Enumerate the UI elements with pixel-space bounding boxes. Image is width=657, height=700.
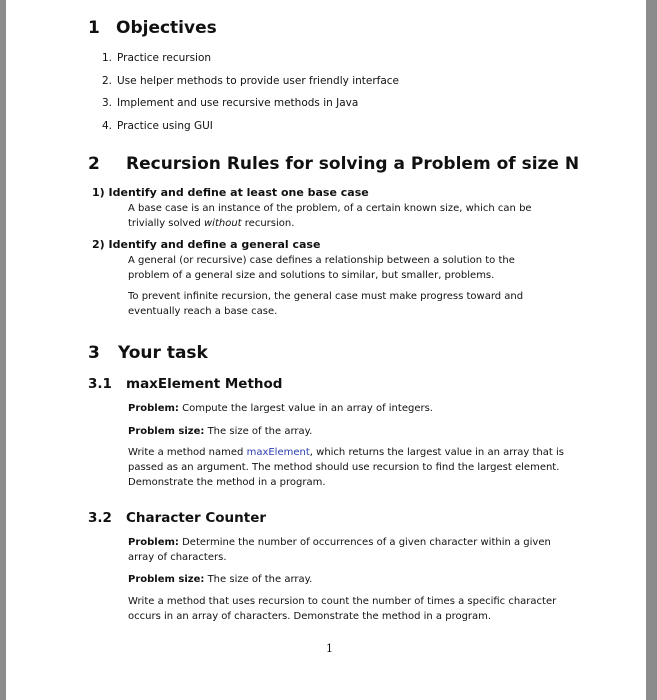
subsection-3-1-problem-size: Problem size: The size of the array. xyxy=(128,426,313,437)
section-2-heading xyxy=(88,154,579,174)
section-number: 1 xyxy=(88,18,100,38)
rule-1-heading: 1) Identify and define at least one base case xyxy=(92,186,369,199)
rule-2-paragraph-1: A general (or recursive) case defines a relationship between a solution to the problem of a general size and solutions to similar, but smaller, problems. xyxy=(128,255,515,281)
subsection-3-1-problem: Problem: Compute the largest value in an array of integers. xyxy=(128,403,433,414)
list-item: 2. Use helper methods to provide user friendly interface xyxy=(102,74,400,87)
section-title: Your task xyxy=(118,343,208,363)
subsection-3-1-heading: 3.1 maxElement Method xyxy=(88,376,283,392)
section-1-heading xyxy=(88,18,217,38)
page-number: 1 xyxy=(326,642,333,655)
section-title: Recursion Rules for solving a Problem of size N xyxy=(126,154,580,174)
list-item: 3. Implement and use recursive methods in Java xyxy=(102,97,359,109)
maxelement-link[interactable]: maxElement xyxy=(246,447,310,458)
section-title: Objectives xyxy=(116,18,217,38)
list-item: 4. Practice using GUI xyxy=(102,119,213,132)
subsection-3-2-heading: 3.2 Character Counter xyxy=(88,510,267,526)
subsection-3-2-problem-size: Problem size: The size of the array. xyxy=(128,574,313,585)
rule-2-heading: 2) Identify and define a general case xyxy=(92,238,321,251)
rule-2-paragraph-2: To prevent infinite recursion, the general case must make progress toward and eventually reach a base case. xyxy=(128,291,524,317)
section-number: 3 xyxy=(88,343,100,363)
subsection-3-2-problem: Problem: Determine the number of occurrences of a given character within a given array of characters. xyxy=(128,537,551,563)
objectives-list xyxy=(102,50,399,140)
rule-1-text: A base case is an instance of the problem, of a certain known size, which can be trivially solved without recursion. xyxy=(128,203,532,229)
document-page xyxy=(6,0,646,700)
section-3-heading xyxy=(88,343,208,363)
subsection-3-1-description: Write a method named maxElement, which returns the largest value in an array that is passed as an argument. The method should use recursion to find the largest element. Demonstrate the method in a program. xyxy=(128,447,564,488)
subsection-3-2-description: Write a method that uses recursion to count the number of times a specific character occurs in an array of characters. Demonstrate the method in a program. xyxy=(128,596,557,622)
section-number: 2 xyxy=(88,154,100,174)
list-item: 1. Practice recursion xyxy=(102,52,212,64)
